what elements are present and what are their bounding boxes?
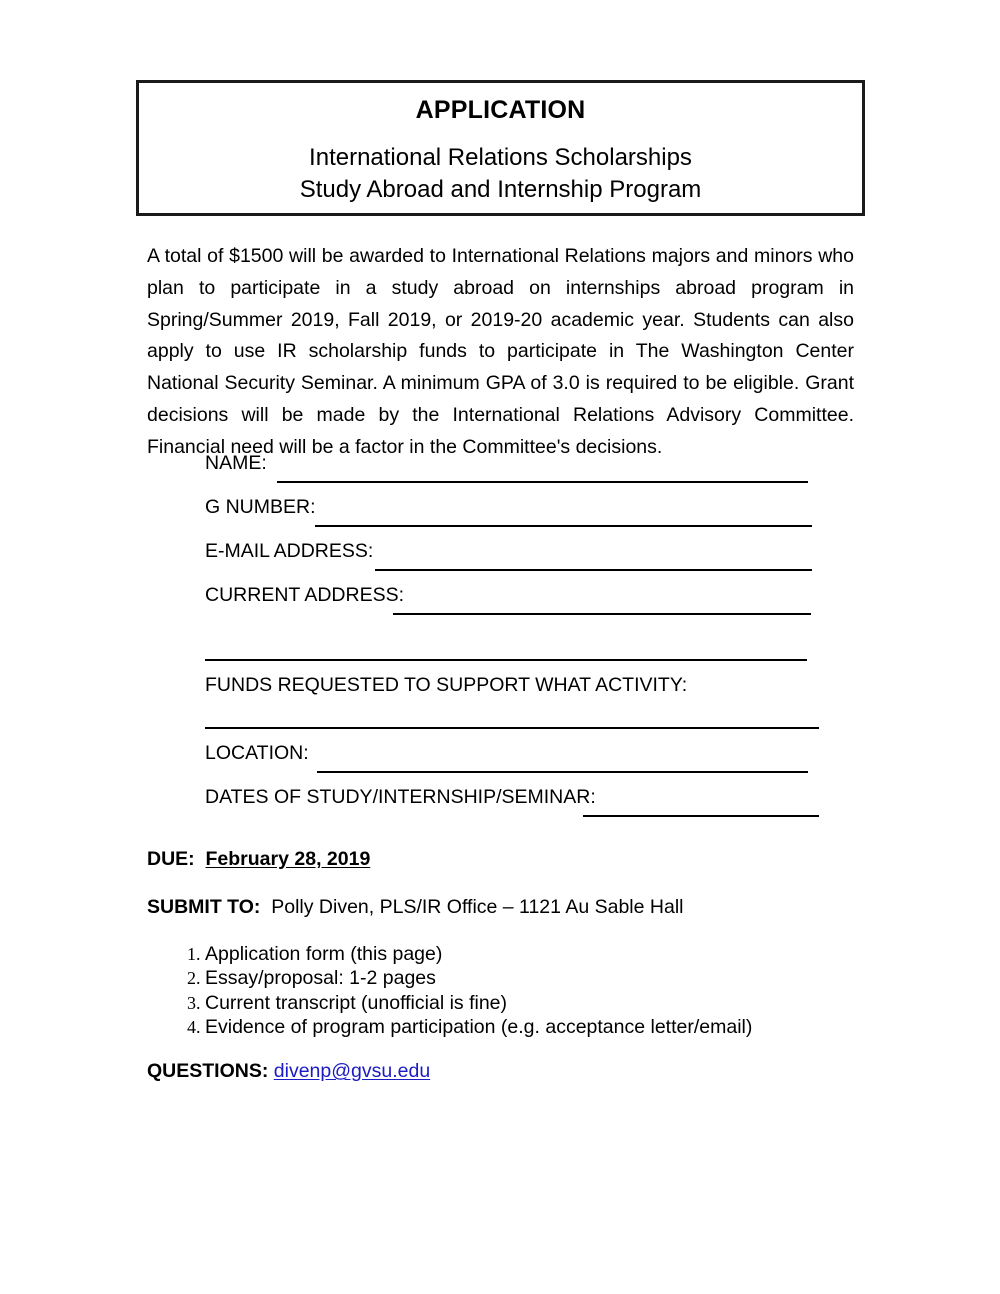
name-label: NAME: bbox=[205, 452, 267, 474]
submit-to-block bbox=[147, 896, 684, 919]
field-row-dates bbox=[205, 786, 865, 830]
field-row-funds-label bbox=[205, 674, 865, 704]
due-line bbox=[147, 848, 370, 870]
location-label: LOCATION: bbox=[205, 742, 309, 764]
application-form bbox=[205, 452, 865, 830]
field-row-funds-input bbox=[205, 704, 865, 742]
list-item bbox=[205, 966, 752, 990]
page-subtitle bbox=[300, 142, 702, 206]
funds-requested-input[interactable] bbox=[205, 727, 819, 729]
funds-requested-label: FUNDS REQUESTED TO SUPPORT WHAT ACTIVITY: bbox=[205, 674, 688, 696]
field-row-email bbox=[205, 540, 865, 584]
dates-label: DATES OF STUDY/INTERNSHIP/SEMINAR: bbox=[205, 786, 596, 808]
field-row-gnumber bbox=[205, 496, 865, 540]
gnumber-input[interactable] bbox=[315, 525, 812, 527]
dates-input[interactable] bbox=[583, 815, 819, 817]
page-subtitle-line-2: Study Abroad and Internship Program bbox=[299, 176, 702, 204]
current-address-input[interactable] bbox=[393, 613, 811, 615]
name-input[interactable] bbox=[277, 481, 808, 483]
field-row-name bbox=[205, 452, 865, 496]
page-subtitle-line-1: International Relations Scholarships bbox=[309, 144, 692, 172]
due-block bbox=[147, 848, 370, 871]
list-item-label: Current transcript (unofficial is fine) bbox=[205, 991, 508, 1014]
email-address-label: E-MAIL ADDRESS: bbox=[205, 540, 374, 562]
list-item bbox=[205, 991, 752, 1015]
questions-block bbox=[147, 1060, 430, 1083]
field-row-current-address bbox=[205, 584, 865, 628]
list-item bbox=[205, 1015, 752, 1039]
requirements-list bbox=[177, 942, 752, 1040]
submit-to-label: SUBMIT TO: bbox=[147, 896, 261, 918]
field-row-current-address-line2 bbox=[205, 628, 865, 674]
field-row-location bbox=[205, 742, 865, 786]
current-address-input-line2[interactable] bbox=[205, 659, 807, 661]
list-item-label: Application form (this page) bbox=[205, 943, 443, 965]
due-label: DUE: bbox=[147, 848, 195, 870]
questions-label: QUESTIONS: bbox=[147, 1060, 269, 1082]
page-title: APPLICATION bbox=[415, 96, 586, 124]
intro-paragraph: A total of $1500 will be awarded to International Relations majors and minors who plan to participate in a study abroad on internships abroad program in Spring/Summer 2019, Fall 2019, or 2019-20 academic year. Students can also apply to use IR scholarship funds to participate in The Washington Center National Security Seminar. A minimum GPA of 3.0 is required to be eligible. Grant decisions will be made by the International Relations Advisory Committee. Financial need will be a factor in the Committee's decisions. bbox=[147, 245, 854, 458]
gnumber-label: G NUMBER: bbox=[205, 496, 316, 518]
contact-email-link[interactable]: divenp@gvsu.edu bbox=[273, 1060, 431, 1082]
current-address-label: CURRENT ADDRESS: bbox=[205, 584, 405, 606]
list-item bbox=[205, 942, 752, 966]
email-address-input[interactable] bbox=[375, 569, 812, 571]
list-item-label: Evidence of program participation (e.g. acceptance letter/email) bbox=[205, 1016, 753, 1039]
list-item-label: Essay/proposal: 1-2 pages bbox=[205, 967, 436, 990]
title-box bbox=[136, 80, 865, 216]
location-input[interactable] bbox=[317, 771, 808, 773]
due-date: February 28, 2019 bbox=[205, 848, 371, 870]
submit-to-value: Polly Diven, PLS/IR Office – 1121 Au Sable Hall bbox=[271, 896, 684, 918]
